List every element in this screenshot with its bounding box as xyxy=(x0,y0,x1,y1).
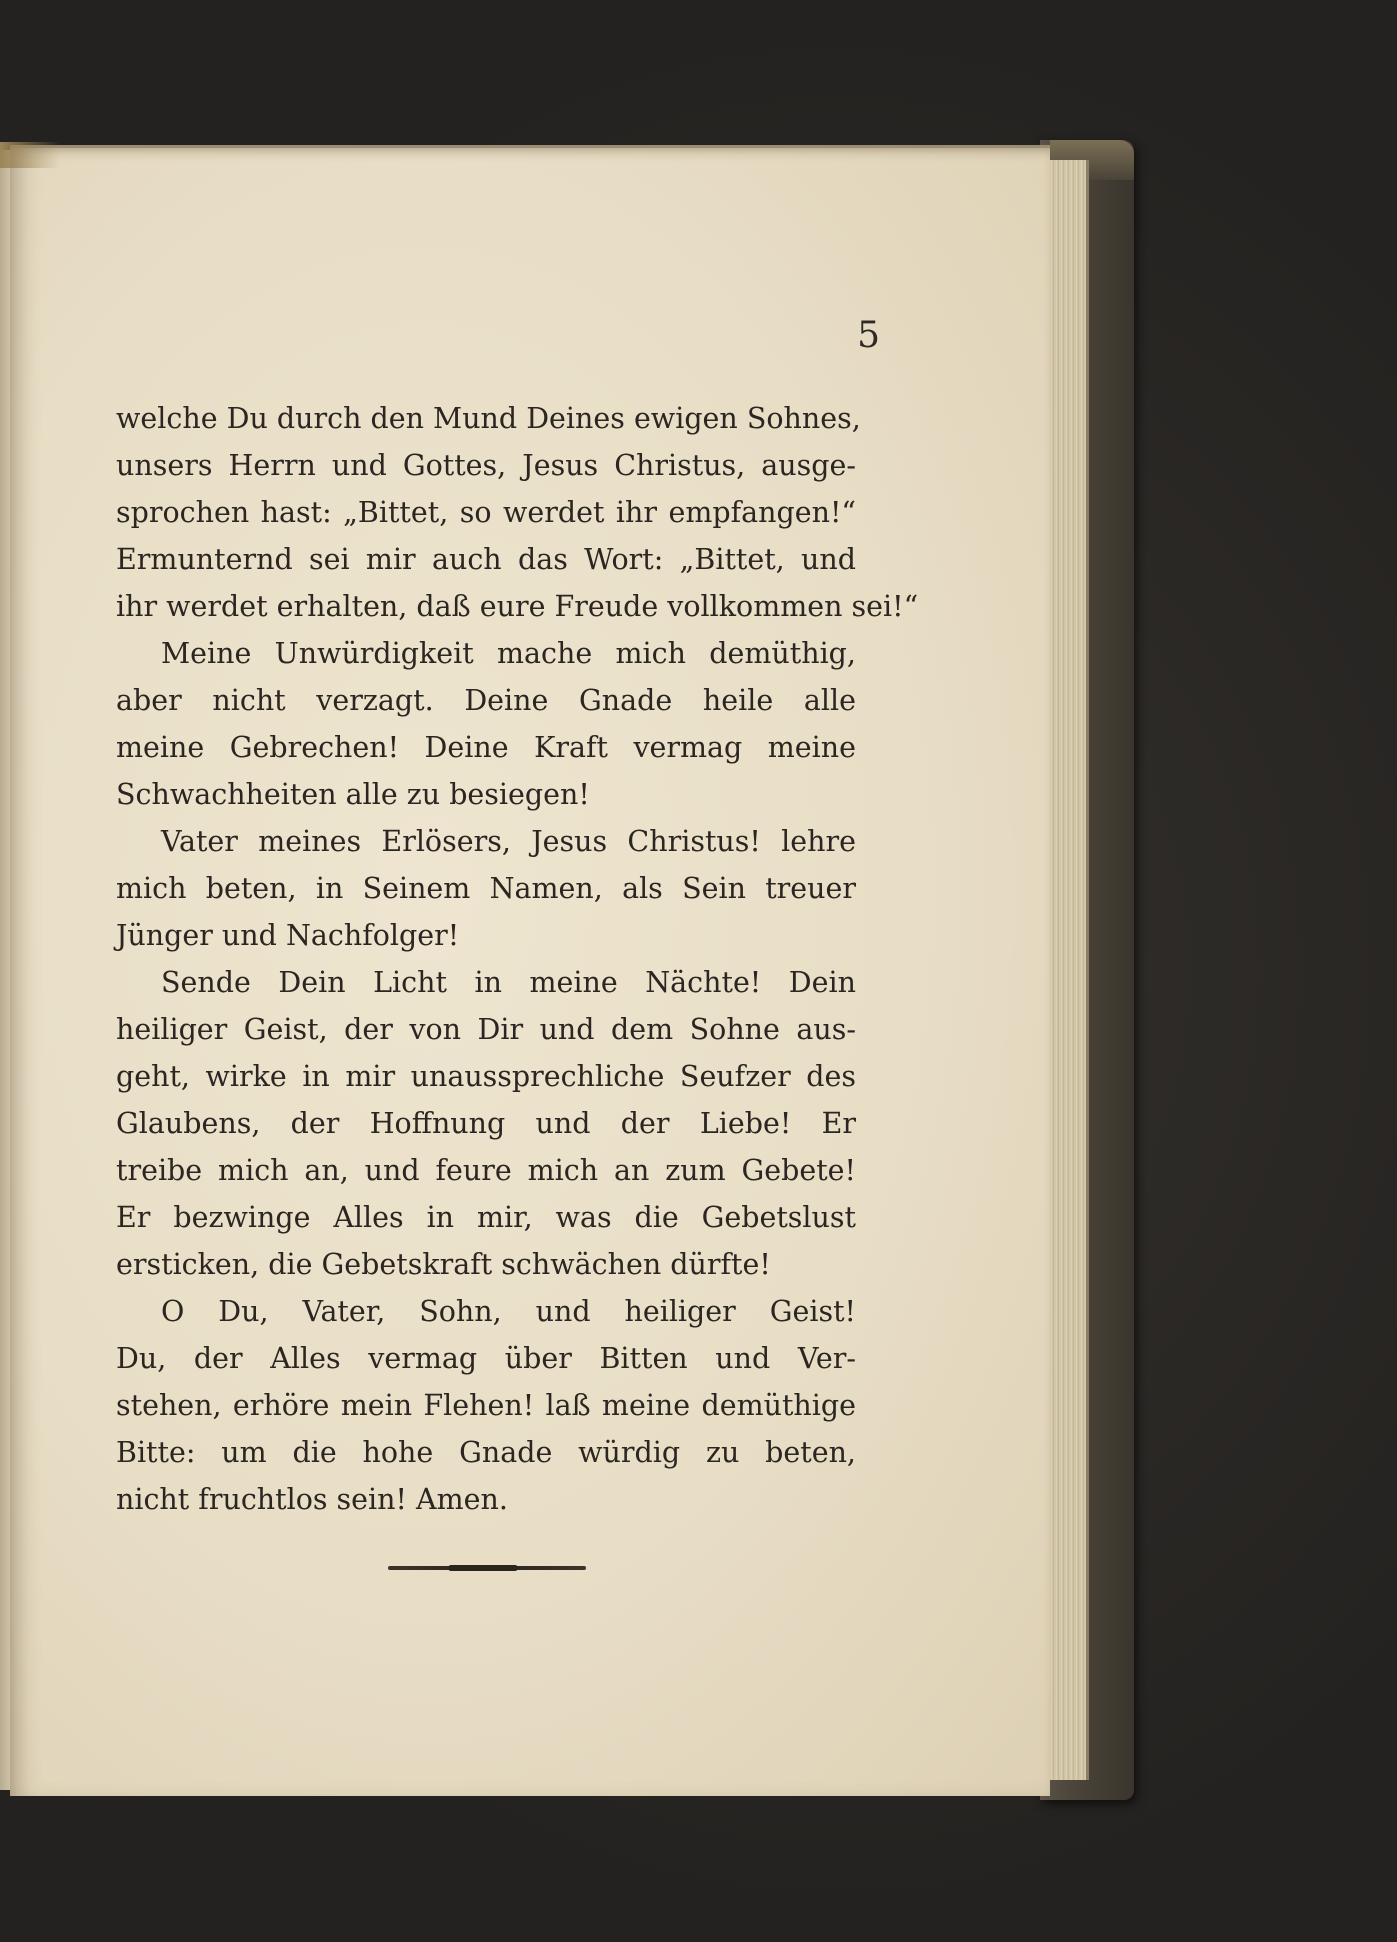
text-line: mich beten, in Seinem Namen, als Sein treuer xyxy=(116,872,856,905)
text-line: unsers Herrn und Gottes, Jesus Christus, ausge- xyxy=(116,449,856,482)
text-line: nicht fruchtlos sein! Amen. xyxy=(116,1483,508,1516)
text-line: Meine Unwürdigkeit mache mich demüthig, xyxy=(161,637,856,670)
text-line: Schwachheiten alle zu besiegen! xyxy=(116,778,590,811)
paragraph xyxy=(116,1288,856,1523)
text-line: meine Gebrechen! Deine Kraft vermag meine xyxy=(116,731,856,764)
paragraph xyxy=(116,818,856,959)
text-line: Bitte: um die hohe Gnade würdig zu beten, xyxy=(116,1436,856,1469)
text-line: Glaubens, der Hoffnung und der Liebe! Er xyxy=(116,1107,856,1140)
text-line: Sende Dein Licht in meine Nächte! Dein xyxy=(161,966,856,999)
paragraph xyxy=(116,395,919,630)
paragraph xyxy=(116,959,856,1288)
text-line: Du, der Alles vermag über Bitten und Ver- xyxy=(116,1342,856,1375)
paragraph xyxy=(116,630,856,818)
text-line: welche Du durch den Mund Deines ewigen Sohnes, xyxy=(116,402,861,435)
text-line: Er bezwinge Alles in mir, was die Gebetslust xyxy=(116,1201,856,1234)
page-number: 5 xyxy=(857,315,880,356)
end-ornament-rule xyxy=(388,1566,586,1570)
text-line: heiliger Geist, der von Dir und dem Sohne aus- xyxy=(116,1013,856,1046)
body-text xyxy=(116,395,919,1523)
text-line: Ermunternd sei mir auch das Wort: „Bittet, und xyxy=(116,543,856,576)
text-line: O Du, Vater, Sohn, und heiliger Geist! xyxy=(161,1295,856,1328)
text-line: Jünger und Nachfolger! xyxy=(116,919,460,952)
text-line: geht, wirke in mir unaussprechliche Seufzer des xyxy=(116,1060,856,1093)
text-line: ihr werdet erhalten, daß eure Freude vollkommen sei!“ xyxy=(116,590,919,623)
text-line: Vater meines Erlösers, Jesus Christus! lehre xyxy=(161,825,856,858)
text-line: stehen, erhöre mein Flehen! laß meine demüthige xyxy=(116,1389,856,1422)
page-stain xyxy=(0,142,60,168)
text-line: aber nicht verzagt. Deine Gnade heile alle xyxy=(116,684,856,717)
text-line: treibe mich an, und feure mich an zum Gebete! xyxy=(116,1154,856,1187)
text-line: sprochen hast: „Bittet, so werdet ihr empfangen!“ xyxy=(116,496,856,529)
text-line: ersticken, die Gebetskraft schwächen dürfte! xyxy=(116,1248,771,1281)
